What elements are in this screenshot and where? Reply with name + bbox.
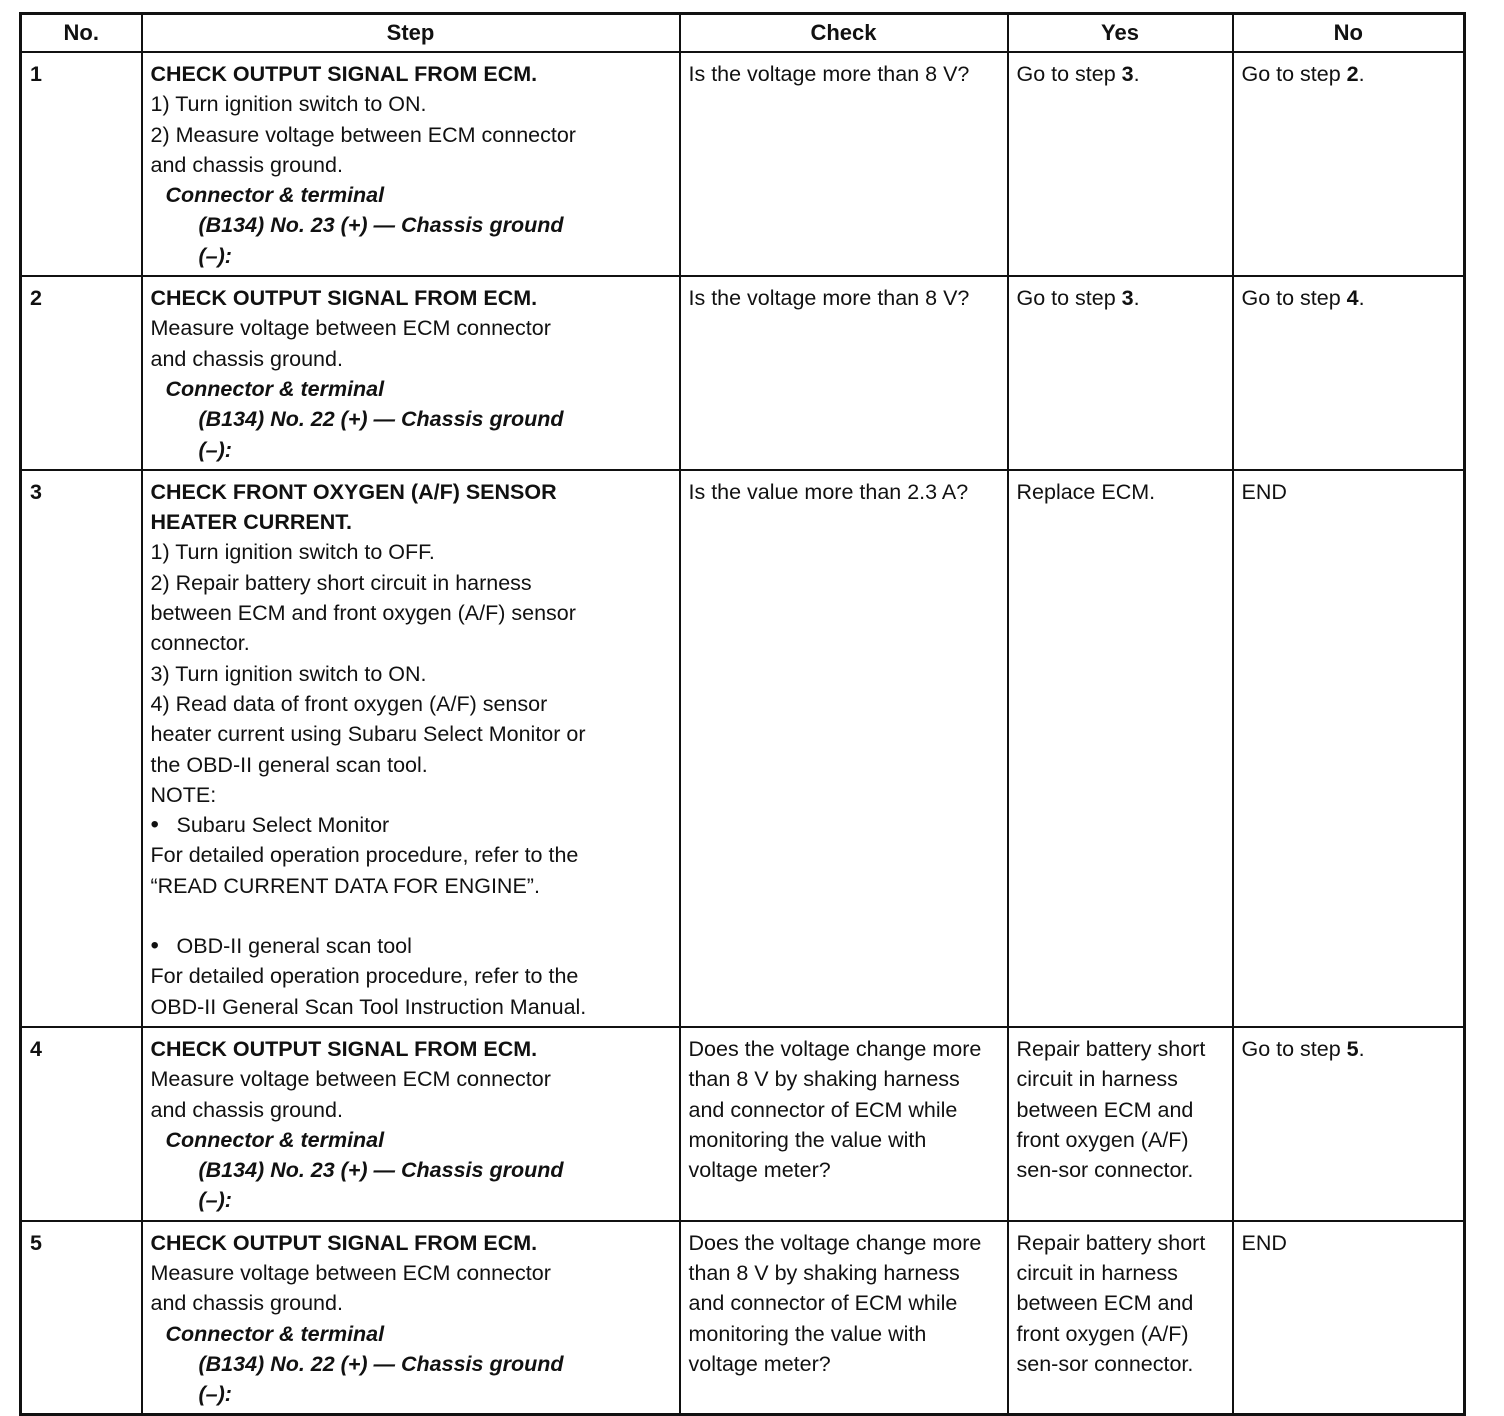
step-title: CHECK OUTPUT SIGNAL FROM ECM. (150, 62, 538, 86)
table-row (21, 1027, 1465, 1221)
step-line: 2) Repair battery short circuit in harness (150, 570, 532, 595)
yes-cell: Replace ECM. (1008, 470, 1233, 1027)
connector-heading: Connector & terminal (165, 1321, 385, 1346)
step-title: CHECK OUTPUT SIGNAL FROM ECM. (150, 1230, 538, 1255)
yes-suffix: . (1133, 286, 1140, 311)
no-step-number: 2 (1346, 62, 1359, 86)
no-prefix: Go to step (1241, 286, 1347, 311)
connector-value: (B134) No. 22 (+) — Chassis ground (198, 407, 564, 432)
table-row (21, 470, 1465, 1027)
step-line: heater current using Subaru Select Monitor or (150, 722, 586, 747)
step-line: the OBD-II general scan tool. (150, 752, 428, 777)
step-line: connector. (150, 631, 250, 656)
step-cell (142, 52, 680, 276)
connector-value: (B134) No. 23 (+) — Chassis ground (198, 213, 564, 238)
check-cell: Is the voltage more than 8 V? (680, 276, 1008, 470)
step-line: For detailed operation procedure, refer to the (150, 843, 579, 868)
step-line: 3) Turn ignition switch to ON. (150, 661, 427, 686)
table-row (21, 52, 1465, 276)
check-cell: Does the voltage change more than 8 V by shaking harness and connector of ECM while monitoring the value with voltage meter? (680, 1027, 1008, 1221)
connector-value-tail: (–): (198, 1382, 232, 1407)
step-line: and chassis ground. (150, 1097, 343, 1122)
connector-heading: Connector & terminal (165, 1127, 385, 1152)
step-number: 4 (21, 1027, 142, 1221)
yes-suffix: . (1133, 62, 1140, 86)
yes-prefix: Go to step (1016, 286, 1122, 311)
connector-heading: Connector & terminal (165, 376, 385, 401)
step-line: OBD-II General Scan Tool Instruction Manual. (150, 994, 587, 1019)
check-cell: Is the value more than 2.3 A? (680, 470, 1008, 1027)
step-number: 1 (21, 52, 142, 276)
step-line: Measure voltage between ECM connector (150, 1067, 551, 1092)
connector-terminal-spec (151, 210, 671, 271)
no-prefix: Go to step (1241, 1036, 1347, 1061)
yes-cell: Repair battery short circuit in harness between ECM and front oxygen (A/F) sen-sor connector. (1008, 1221, 1233, 1415)
step-title: CHECK OUTPUT SIGNAL FROM ECM. (150, 1036, 538, 1061)
connector-terminal-spec (151, 1349, 671, 1410)
connector-value-tail: (–): (198, 243, 232, 268)
header-no: No. (21, 14, 142, 53)
step-line: Measure voltage between ECM connector (150, 316, 551, 341)
yes-step-number: 3 (1121, 62, 1134, 86)
step-title: CHECK FRONT OXYGEN (A/F) SENSOR (150, 479, 557, 504)
step-cell (142, 470, 680, 1027)
header-step: Step (142, 14, 680, 53)
step-number: 5 (21, 1221, 142, 1415)
no-cell (1233, 52, 1465, 276)
step-line: and chassis ground. (150, 346, 343, 371)
connector-terminal-spec (151, 1155, 671, 1216)
no-step-number: 5 (1346, 1036, 1359, 1061)
step-number: 3 (21, 470, 142, 1027)
no-suffix: . (1358, 62, 1365, 86)
no-cell: END (1233, 1221, 1465, 1415)
check-cell: Is the voltage more than 8 V? (680, 52, 1008, 276)
table-header-row (21, 14, 1465, 53)
yes-step-number: 3 (1121, 286, 1134, 311)
header-check: Check (680, 14, 1008, 53)
connector-value: (B134) No. 23 (+) — Chassis ground (198, 1158, 564, 1183)
no-cell (1233, 1027, 1465, 1221)
spacer (151, 901, 671, 931)
no-cell: END (1233, 470, 1465, 1027)
yes-cell: Repair battery short circuit in harness between ECM and front oxygen (A/F) sen-sor connector. (1008, 1027, 1233, 1221)
step-line: 2) Measure voltage between ECM connector (150, 122, 576, 147)
yes-cell (1008, 52, 1233, 276)
header-yes: Yes (1008, 14, 1233, 53)
note-label: NOTE: (150, 782, 217, 807)
yes-prefix: Go to step (1016, 62, 1122, 86)
step-line: between ECM and front oxygen (A/F) sensor (150, 601, 576, 626)
table-row (21, 1221, 1465, 1415)
no-suffix: . (1358, 1036, 1365, 1061)
step-line: “READ CURRENT DATA FOR ENGINE”. (150, 873, 540, 898)
step-number: 2 (21, 276, 142, 470)
step-title: CHECK OUTPUT SIGNAL FROM ECM. (150, 286, 538, 311)
step-line: Measure voltage between ECM connector (150, 1260, 551, 1285)
step-line: and chassis ground. (150, 1291, 343, 1316)
step-line: 4) Read data of front oxygen (A/F) sensor (150, 691, 548, 716)
step-cell (142, 1027, 680, 1221)
check-cell: Does the voltage change more than 8 V by shaking harness and connector of ECM while monitoring the value with voltage meter? (680, 1221, 1008, 1415)
connector-value: (B134) No. 22 (+) — Chassis ground (198, 1351, 564, 1376)
step-line: 1) Turn ignition switch to ON. (150, 92, 427, 117)
step-title-continued: HEATER CURRENT. (150, 510, 352, 535)
connector-value-tail: (–): (198, 437, 232, 462)
connector-value-tail: (–): (198, 1188, 232, 1213)
connector-heading: Connector & terminal (165, 183, 385, 208)
step-line: and chassis ground. (150, 152, 343, 177)
header-no-result: No (1233, 14, 1465, 53)
bullet-item: • Subaru Select Monitor (151, 810, 671, 840)
no-suffix: . (1358, 286, 1365, 311)
no-cell (1233, 276, 1465, 470)
yes-cell (1008, 276, 1233, 470)
table-row (21, 276, 1465, 470)
no-prefix: Go to step (1241, 62, 1347, 86)
connector-terminal-spec (151, 404, 671, 465)
diagnostic-procedure-table (19, 12, 1466, 1416)
step-line: For detailed operation procedure, refer to the (150, 964, 579, 989)
step-line: 1) Turn ignition switch to OFF. (150, 540, 435, 565)
step-cell (142, 1221, 680, 1415)
step-cell (142, 276, 680, 470)
bullet-item: • OBD-II general scan tool (151, 931, 671, 961)
no-step-number: 4 (1346, 286, 1359, 311)
